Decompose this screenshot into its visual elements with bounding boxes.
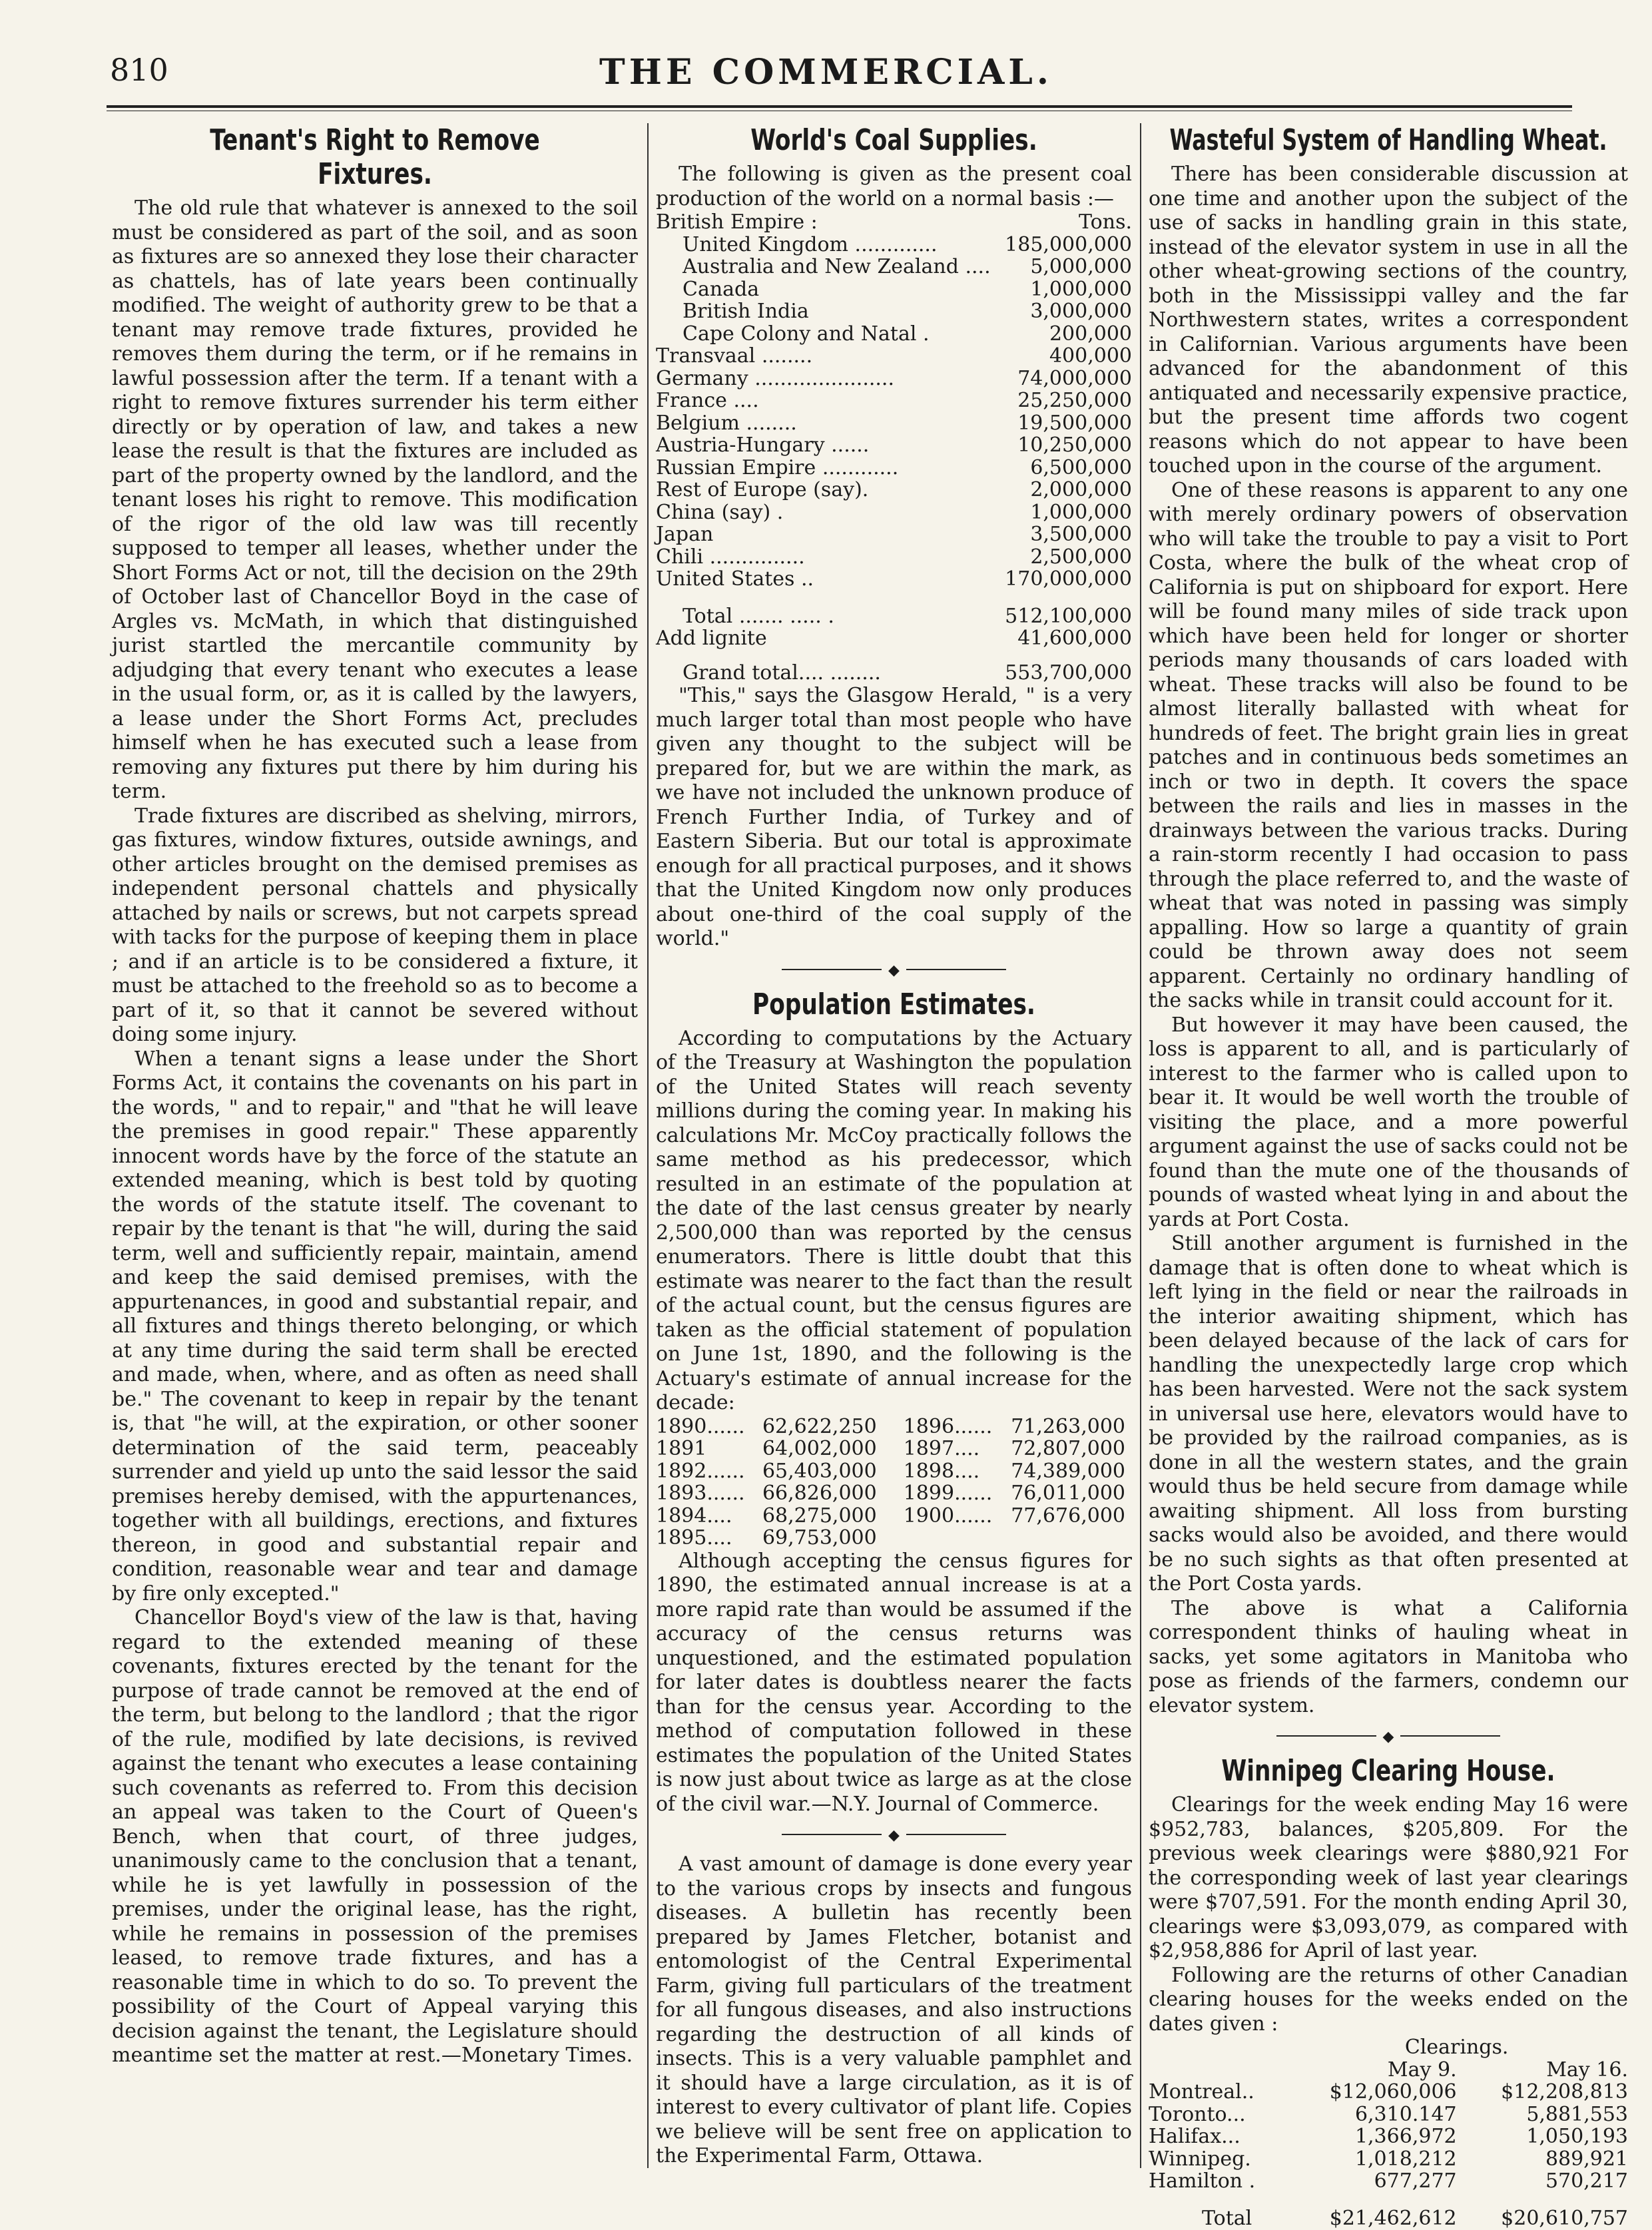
coal-total-value: 512,100,000 [1005,604,1132,628]
coal-row [656,256,1132,278]
article-title-clearing: Winnipeg Clearing House. [1221,1754,1555,1788]
coal-lignite-label: Add lignite [656,627,767,650]
clearing-value-may16: 570,217 [1545,2169,1628,2193]
clearing-value-may9: 1,366,972 [1354,2125,1457,2148]
population-table [656,1416,1132,1549]
clearing-table [1149,2036,1628,2229]
population-dots: .... [954,1437,980,1460]
coal-table: British Empire : Tons. United Kingdom ............. 185,000,000 Australia and New Zealand .... 5,000,000 Canada 1,000,000 British India 3,000,000 Cape Colony and Natal . 200,000 Transvaal ........ 400,000 Germany ...................... 74,000,000 France .... 25,250,000 Belgium ........ 19,500,000 Austria-Hungary ...... 10,250,000 Russian Empire ............ 6,500,000 Rest of Europe (say). 2,000,000 China (say) . 1,000,000 Japan 3,500,000 Chili ............... 2,500,000 United States .. 170,000,000 Total ....... ..... . 512,100,000 Add lignite 41,600,000 Grand total.... ........ 553,700,000 [656,210,1132,685]
clearing-paragraph: Following are the returns of other Canadian clearing houses for the weeks ended on the dates given : [1149,1963,1628,2036]
coal-leader-dots: ........ [739,411,797,435]
coal-tons: 10,250,000 [1017,433,1132,457]
coal-leader-dots: ............... [703,545,805,569]
coal-leader-dots: . [862,478,869,501]
population-dots: .... [954,1459,980,1483]
coal-country: Canada [683,277,760,301]
tenant-paragraph: The old rule that whatever is annexed to the soil must be considered as part of the soil, and as soon as fixtures are so annexed they lose their character as chattels, has of late years been continually modified. The weight of authority grew to be that a tenant may remove trade fixtures, provided he removes them during the term, or if he remains in lawful possession after the term. If a tenant with a right to remove fixtures surrender his term either directly or by operation of law, and takes a new lease the result is that the fixtures are included as part of the property owned by the landlord, and the tenant loses his right to remove. This modification of the rigor of the old law was till recently supposed to temper all leases, whether under the Short Forms Act or not, till the decision on the 29th of October last of Chancellor Boyd in the case of Argles vs. McMath, in which that distinguished jurist startled the mercantile community by adjudging that every tenant who executes a lease in the usual form, or, as it is called by the lawyers, a lease under the Short Forms Act, precludes himself when he has executed such a lease from removing any fixtures put there by him during his term. [112,196,638,803]
coal-country: Rest of Europe (say) [656,478,862,501]
clearing-value-may16: 1,050,193 [1526,2125,1628,2148]
clearing-city: Halifax... [1149,2125,1240,2148]
column-divider-1 [647,123,649,2168]
coal-country: Japan [656,523,714,546]
population-year: 1893 [656,1482,707,1505]
population-row [656,1527,1132,1549]
clearing-city: Winnipeg. [1149,2147,1251,2171]
column-wheat-clearing [1149,123,1628,2230]
coal-leader-dots: .. [794,567,814,591]
coal-country: British India [683,300,809,323]
coal-unit-label: Tons. [1079,210,1132,234]
coal-leader-dots: ...................... [748,366,895,390]
column-coal-population [656,123,1132,2181]
coal-country: Russian Empire [656,455,816,479]
column-tenant-fixtures [112,123,638,2181]
population-row [656,1460,1132,1483]
population-row [656,1438,1132,1460]
coal-tons: 74,000,000 [1017,366,1132,390]
coal-country: China (say) [656,500,771,524]
coal-leader-dots: .... [958,255,991,278]
coal-total-label: Total [683,604,733,628]
coal-row [656,457,1132,479]
wheat-paragraph: There has been considerable discussion at one time and another upon the subject of the use of sacks in handling grain in this state, instead of the elevator system in use in all the other wheat-growing sections of the country, both in the Mississippi valley and the far Northwestern states, writes a correspondent in Californian. Various arguments have been advanced for the abandonment of this antiquated and necessarily expensive practice, but the present time affords two cogent reasons which do not appear to have been touched upon in the course of the argument. [1149,162,1628,477]
population-value: 69,753,000 [762,1526,877,1549]
clearing-row [1149,2125,1628,2148]
coal-country: Austria-Hungary [656,433,825,457]
population-year: 1891 [656,1437,707,1460]
population-dots: .... [706,1504,732,1528]
coal-country: Transvaal [656,344,756,368]
clearing-city: Toronto... [1149,2102,1246,2126]
clearing-row [1149,2148,1628,2171]
population-row [656,1482,1132,1505]
population-year: 1892 [656,1459,707,1483]
population-value: 77,676,000 [1011,1504,1125,1528]
coal-leader-dots: .... [726,389,759,412]
coal-country: Germany [656,366,748,390]
coal-tons: 200,000 [1049,322,1132,346]
article-title-coal: World's Coal Supplies. [750,123,1037,157]
population-value [1005,1527,1132,1549]
coal-tons: 19,500,000 [1017,411,1132,435]
population-value: 71,263,000 [1011,1414,1125,1438]
coal-lignite-value: 41,600,000 [1017,627,1132,650]
coal-row [656,479,1132,501]
coal-tons: 5,000,000 [1030,255,1132,278]
population-value: 74,389,000 [1011,1459,1125,1483]
coal-row [656,323,1132,346]
population-dots: .... [706,1526,732,1549]
coal-leader-dots: . [916,322,930,346]
coal-tons: 3,000,000 [1030,300,1132,323]
population-value: 62,622,250 [762,1414,877,1438]
coal-tons: 1,000,000 [1030,500,1132,524]
population-year: 1899 [903,1482,955,1505]
population-year: 1898 [903,1459,955,1483]
article-title-population: Population Estimates. [752,987,1035,1021]
page-number: 810 [110,52,168,88]
population-dots: ...... [954,1482,993,1505]
clearing-value-may9: $12,060,006 [1329,2080,1457,2103]
population-dots: ...... [706,1482,745,1505]
wheat-paragraph: One of these reasons is apparent to any one with merely ordinary powers of observation who will take the trouble to pay a visit to Port Costa, where the bulk of the wheat crop of California is put on shipboard for export. Here will be found many miles of side track upon which have been held for longer or shorter periods many thousands of cars loaded with wheat. These tracks will also be found to be almost literally ballasted with wheat for hundreds of feet. The bright grain lies in great patches and in continuous beds sometimes an inch or two in depth. It covers the space between the rails and lies in masses in the drainways between the various tracks. During a rain-storm recently I had occasion to pass through the place referred to, and the waste of wheat that was noted in passing was simply appalling. How so large a quantity of grain could be thrown away does not seem apparent. Certainly no ordinary handling of the sacks while in transit could account for it. [1149,478,1628,1012]
coal-leader-dots: ............ [816,455,899,479]
coal-country: Belgium [656,411,740,435]
population-value: 72,807,000 [1011,1437,1125,1460]
coal-tons: 185,000,000 [1005,232,1132,256]
population-year: 1897 [903,1437,955,1460]
section-separator: ◆ [1149,1722,1628,1750]
population-paragraph: Although accepting the census figures for 1890, the estimated annual increase is at a more rapid rate than would be assumed if the accuracy of the census returns was unquestioned, and the estimated population for later dates is doubtless nearer the facts than for the census year. According to the method of computation followed in these estimates the population of the United States is now just about twice as large as at the close of the civil war.—N.Y. Journal of Commerce. [656,1549,1132,1816]
clearing-value-may16: $12,208,813 [1501,2080,1628,2103]
coal-country: Cape Colony and Natal [683,322,917,346]
coal-tons: 6,500,000 [1030,455,1132,479]
coal-tons: 170,000,000 [1005,567,1132,591]
clearing-row [1149,2081,1628,2103]
coal-row [656,390,1132,412]
coal-row [656,501,1132,524]
coal-group-label: British Empire : [656,210,818,234]
masthead: THE COMMERCIAL. [599,52,1053,93]
population-paragraph: According to computations by the Actuary of the Treasury at Washington the population of the United States will reach seventy millions during the coming year. In making his calculations Mr. McCoy practically follows the same method as his predecessor, which resulted in an estimate of the population at the date of the last census greater by nearly 2,500,000 than was reported by the census enumerators. There is little doubt that this estimate was nearer to the fact than the result of the actual count, but the census figures are taken as the official statement of population on June 1st, 1890, and the following is the Actuary's estimate of annual increase for the decade: [656,1026,1132,1414]
column-divider-2 [1140,123,1141,2168]
clearing-value-may9: 6,310.147 [1354,2102,1457,2126]
population-row [656,1505,1132,1528]
coal-row [656,300,1132,323]
coal-paragraph: "This," says the Glasgow Herald, " is a very much larger total than most people who have given any thought to the subject will be prepared for, but we are within the mark, as we have not included the unknown produce of French Further India, of Turkey and of Eastern Siberia. But our total is approximate enough for all practical purposes, and it shows that the United Kingdom now only produces about one-third of the coal supply of the world." [656,684,1132,950]
population-value: 76,011,000 [1011,1482,1125,1505]
coal-leader-dots: ...... [824,433,870,457]
coal-country: Australia and New Zealand [683,255,959,278]
population-value: 64,002,000 [762,1437,877,1460]
header-rule [107,105,1572,108]
section-separator: ◆ [656,1820,1132,1848]
coal-tons: 2,000,000 [1030,478,1132,501]
coal-row [656,568,1132,591]
coal-country: Chili [656,545,704,569]
clearing-total-v2: $20,610,757 [1501,2206,1628,2230]
tenant-paragraph: When a tenant signs a lease under the Short Forms Act, it contains the covenants on his part in the words, " and to repair," and "that he will leave the premises in good repair." These apparently innocent words have by the force of the statute an extended meaning, which is best told by quoting the words of the statute itself. The covenant to repair by the tenant is that "he will, during the said term, well and sufficiently repair, maintain, amend and keep the said demised premises, with the appurtenances, in good and substantial repair, and all fixtures and things thereto belonging, or which at any time during the said term shall be erected and made, when, where, and as often as need shall be." The covenant to keep in repair by the tenant is, that "he will, at the expiration, or other sooner determination of the said term, peaceably surrender and yield up unto the said lessor the said premises hereby demised, with the appurtenances, together with all buildings, erections, and fixtures thereon, in good and substantial repair and condition, reasonable wear and tear and damage by fire only excepted." [112,1047,638,1605]
clearing-city: Montreal.. [1149,2080,1254,2103]
coal-row [656,278,1132,301]
coal-intro: The following is given as the present coal production of the world on a normal basis :— [656,162,1132,210]
population-dots: ...... [954,1414,993,1438]
coal-tons: 400,000 [1049,344,1132,368]
coal-tons: 3,500,000 [1030,523,1132,546]
wheat-paragraph: Still another argument is furnished in the damage that is often done to wheat which is left lying in the field or near the railroads in the interior awaiting shipment, which has been delayed because of the lack of cars for handling the unexpectedly large crop which has been harvested. Were not the sack system in universal use here, elevators would have to be provided by the railroad companies, as is done in all the western states, and the grain would thus be held secure from damage while awaiting shipment. All loss from bursting sacks would also be avoided, and there would be no such sights as that often presented at the Port Costa yards. [1149,1232,1628,1595]
clearing-paragraph: Clearings for the week ending May 16 were $952,783, balances, $205,809. For the previous week clearings were $880,921 For the corresponding week of last year clearings were $707,591. For the month ending April 30, clearings were $3,093,079, as compared with $2,958,886 for April of last year. [1149,1793,1628,1962]
clearing-col2-header: May 16. [1546,2058,1628,2082]
tenant-paragraph: Trade fixtures are discribed as shelving, mirrors, gas fixtures, window fixtures, outside awnings, and other articles brought on the demised premises as independent personal chattels and physically attached by nails or screws, but not carpets spread with tacks for the purpose of keeping them in place ; and if an article is to be considered a fixture, it must be attached to the freehold so as to become a part of it, so that it cannot be severed without doing some injury. [112,804,638,1046]
coal-tons: 25,250,000 [1017,389,1132,412]
population-year: 1900 [903,1504,955,1528]
coal-row [656,546,1132,569]
population-dots: ...... [706,1414,745,1438]
article-title-wheat: Wasteful System of Handling Wheat. [1169,123,1607,157]
insects-paragraph: A vast amount of damage is done every year to the various crops by insects and fungous diseases. A bulletin has recently been prepared by James Fletcher, botanist and entomologist of the Central Experimental Farm, giving full particulars of the treatment for all fungous diseases, and also instructions regarding the destruction of all kinds of insects. This is a very valuable pamphlet and it should have a large circulation, as it is of interest to every cultivator of plant life. Copies we believe will be sent free on application to the Experimental Farm, Ottawa. [656,1852,1132,2167]
population-dots: ...... [706,1459,745,1483]
population-value: 68,275,000 [762,1504,877,1528]
population-row [656,1416,1132,1438]
coal-country: France [656,389,727,412]
coal-leader-dots: . [770,500,784,524]
clearing-row [1149,2103,1628,2126]
clearing-total-label: Total [1202,2206,1252,2230]
population-year: 1896 [903,1414,955,1438]
coal-row [656,345,1132,368]
coal-tons: 1,000,000 [1030,277,1132,301]
article-title-tenant: Tenant's Right to Remove Fixtures. [210,123,540,191]
clearing-row [1149,2170,1628,2193]
clearing-value-may9: 677,277 [1374,2169,1457,2193]
coal-row [656,412,1132,435]
clearing-col1-header: May 9. [1387,2058,1457,2082]
clearing-city: Hamilton . [1149,2169,1256,2193]
coal-grand-value: 553,700,000 [1005,661,1132,685]
coal-row [656,434,1132,457]
coal-grand-label: Grand total.... [683,661,824,685]
population-value: 65,403,000 [762,1459,877,1483]
clearing-value-may16: 5,881,553 [1526,2102,1628,2126]
population-value: 66,826,000 [762,1482,877,1505]
coal-row [656,234,1132,256]
tenant-paragraph: Chancellor Boyd's view of the law is that, having regard to the extended meaning of these covenants, fixtures erected by the tenant for the purpose of trade cannot be removed at the end of the term, but belong to the landlord ; that the rigor of the rule, modified by late decisions, is revived against the tenant who executes a lease containing such covenants as referred to. From this decision an appeal was taken to the Court of Queen's Bench, when that court, of three judges, unanimously came to the conclusion that a tenant, while he is yet lawfully in possession of the premises, under the original lease, has the right, while he remains in possession of the premises leased, to remove trade fixtures, and has a reasonable time in which to do so. To prevent the possibility of the Court of Appeal varying this decision against the tenant, the Legislature should meantime set the matter at rest.—Monetary Times. [112,1606,638,2067]
wheat-paragraph: But however it may have been caused, the loss is apparent to all, and is particularly of interest to the farmer who is called upon to bear it. It would be well worth the trouble of visiting the place, and a more powerful argument against the use of sacks could not be found than the mute one of the thousands of pounds of wasted wheat lying in and about the yards at Port Costa. [1149,1013,1628,1231]
population-year: 1890 [656,1414,707,1438]
population-year: 1894 [656,1504,707,1528]
coal-country: United Kingdom [683,232,848,256]
clearing-heading: Clearings. [1404,2036,1509,2059]
population-dots: ...... [954,1504,993,1528]
clearing-value-may16: 889,921 [1545,2147,1628,2171]
coal-country: United States [656,567,795,591]
coal-row [656,368,1132,390]
population-year: 1895 [656,1526,707,1549]
wheat-paragraph: The above is what a California correspondent thinks of hauling wheat in sacks, yet some agitators in Manitoba who pose as friends of the farmers, condemn our elevator system. [1149,1596,1628,1717]
coal-leader-dots: ........ [755,344,813,368]
clearing-total-v1: $21,462,612 [1329,2206,1457,2230]
clearing-value-may9: 1,018,212 [1354,2147,1457,2171]
coal-tons: 2,500,000 [1030,545,1132,569]
coal-row [656,523,1132,546]
coal-leader-dots: ............. [848,232,938,256]
section-separator: ◆ [656,956,1132,983]
